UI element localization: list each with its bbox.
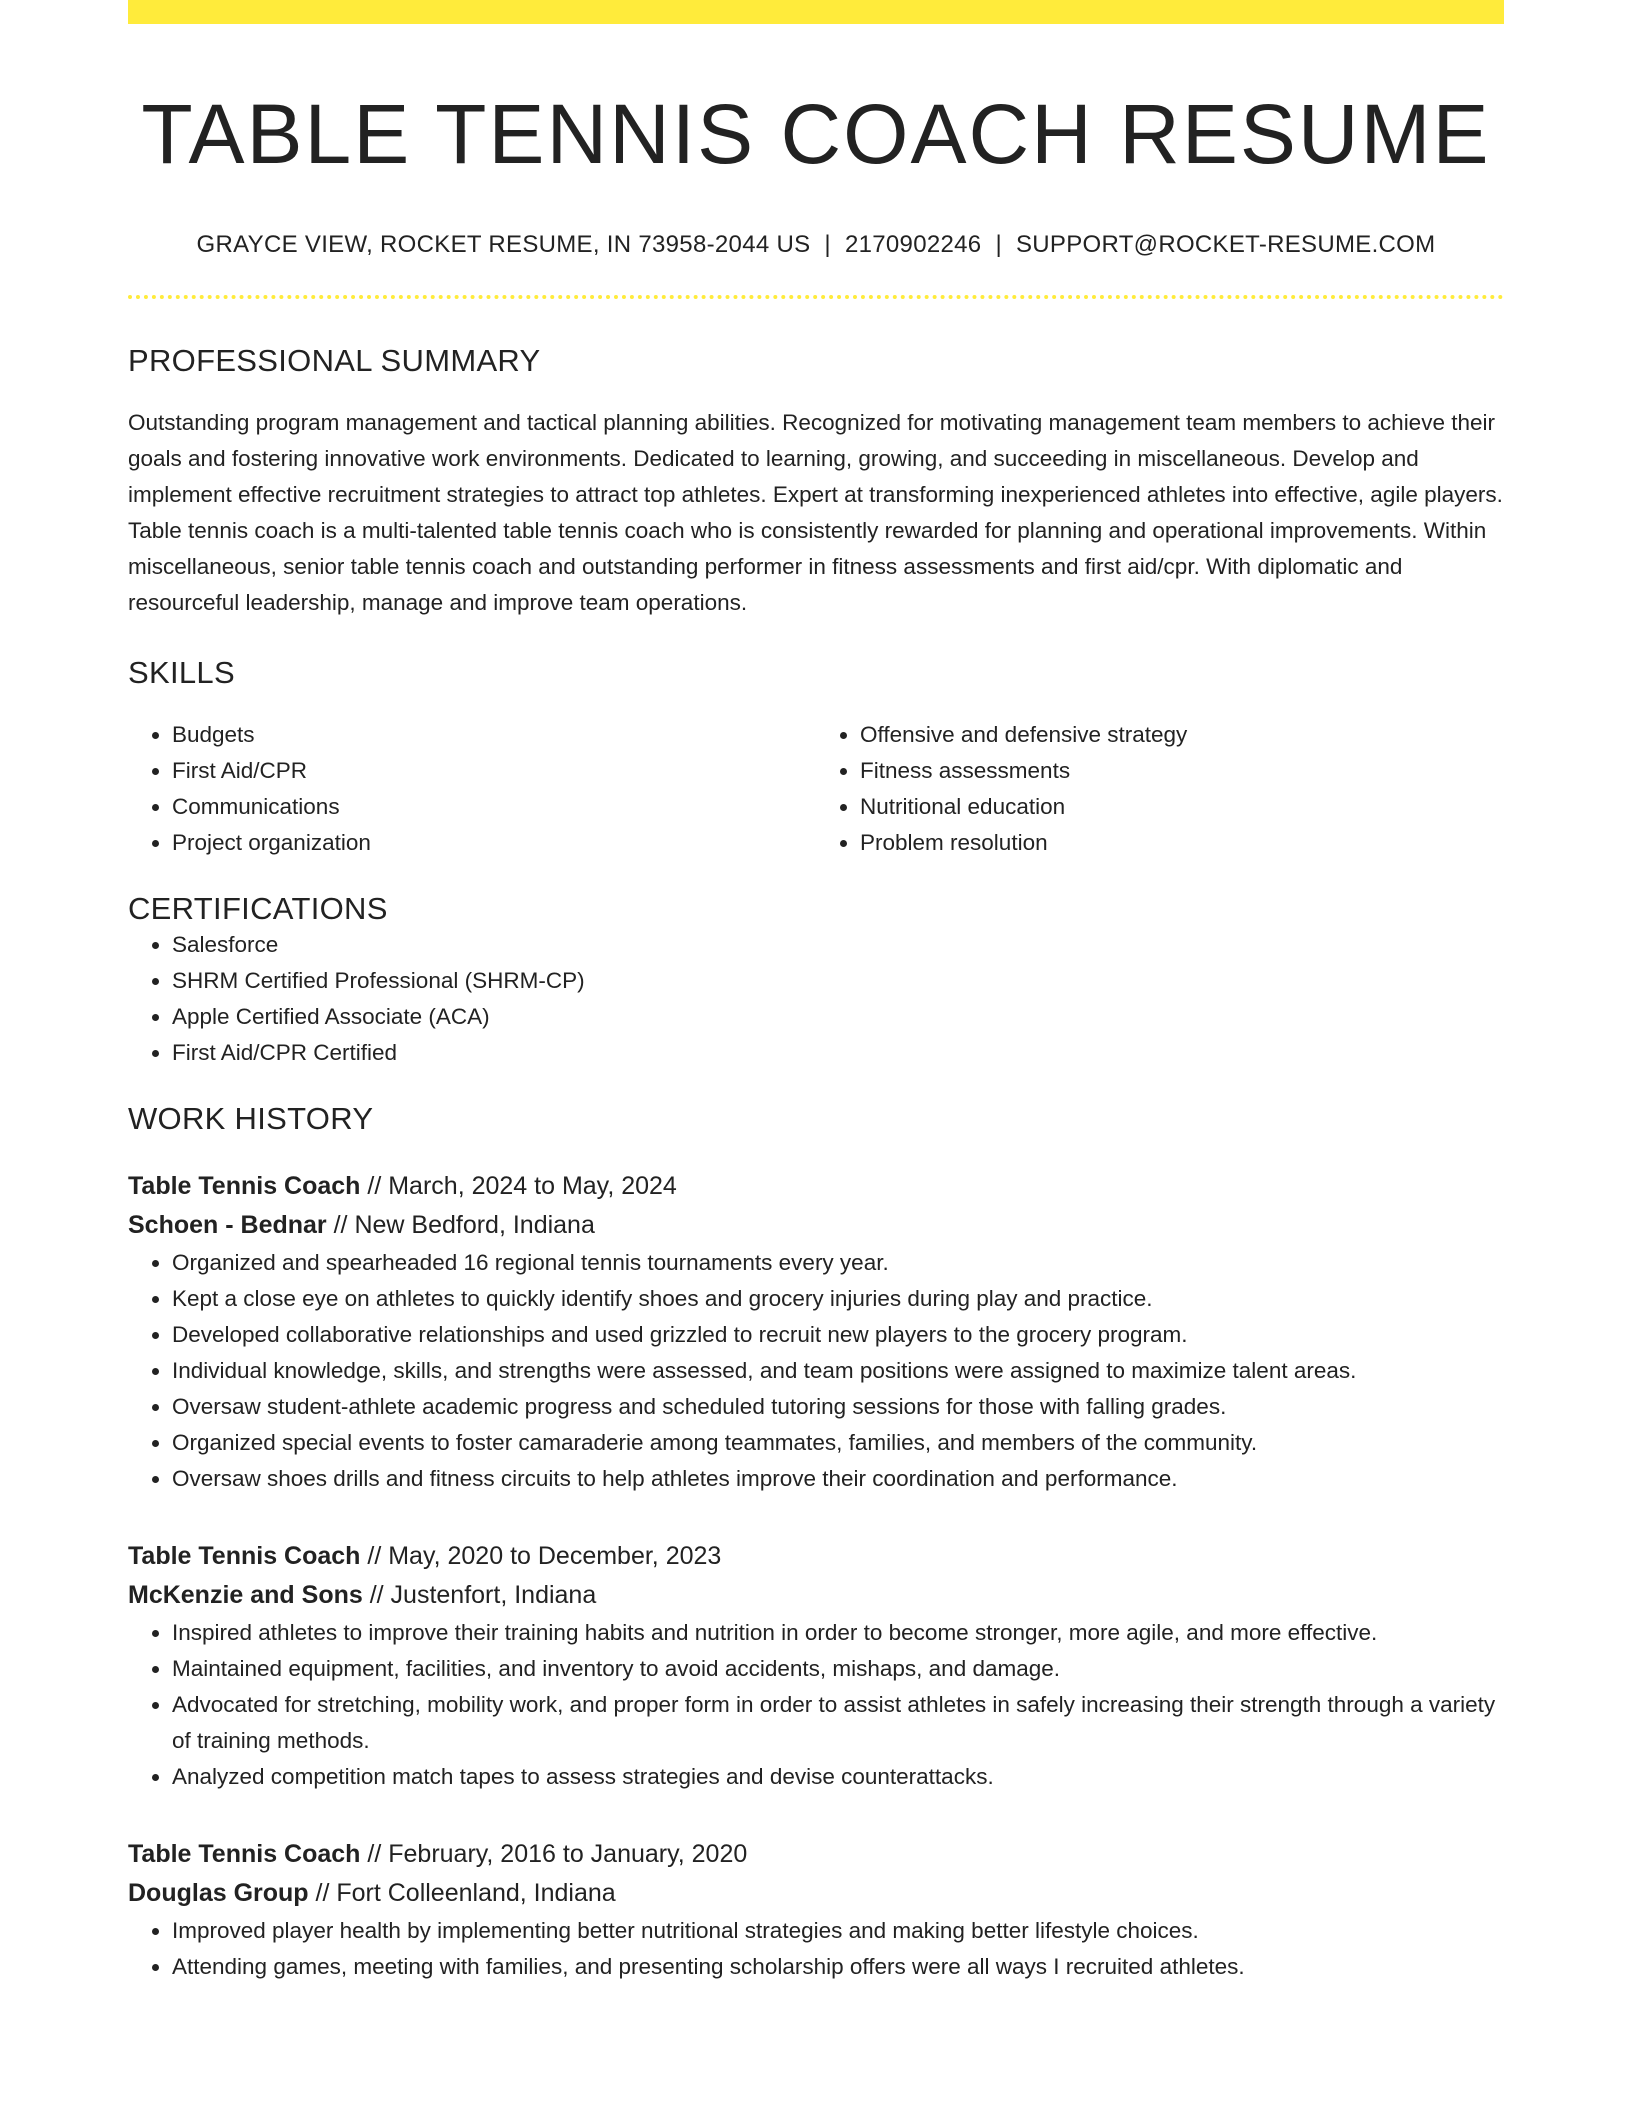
job-title: Table Tennis Coach: [128, 1541, 361, 1570]
skill-item: • Nutritional education: [860, 789, 1504, 825]
skill-item: • Communications: [172, 789, 816, 825]
job-company: Douglas Group: [128, 1878, 309, 1907]
contact-separator: |: [995, 230, 1002, 258]
job-entry: [128, 1835, 1504, 1985]
certifications-list: [128, 927, 1504, 1071]
job-duty: • Developed collaborative relationships and used grizzled to recruit new players to the grocery program.: [172, 1317, 1504, 1353]
dotted-divider: [128, 295, 1504, 299]
job-duty: • Attending games, meeting with families, and presenting scholarship offers were all ways I recruited athletes.: [172, 1949, 1504, 1985]
work-history-heading: WORK HISTORY: [128, 1100, 374, 1136]
contact-phone[interactable]: 2170902246: [844, 230, 982, 258]
job-title: Table Tennis Coach: [128, 1839, 361, 1868]
summary-heading: PROFESSIONAL SUMMARY: [128, 342, 541, 378]
skills-columns: [128, 717, 1504, 861]
skill-item: • First Aid/CPR: [172, 753, 816, 789]
skill-item: • Budgets: [172, 717, 816, 753]
skills-heading: SKILLS: [128, 654, 235, 690]
job-duty: • Organized and spearheaded 16 regional tennis tournaments every year.: [172, 1245, 1504, 1281]
certification-item: • First Aid/CPR Certified: [172, 1035, 1504, 1071]
certification-item: • Salesforce: [172, 927, 1504, 963]
job-duties-list: [128, 1615, 1504, 1795]
job-location: // Fort Colleenland, Indiana: [308, 1878, 616, 1907]
job-duty: • Analyzed competition match tapes to assess strategies and devise counterattacks.: [172, 1759, 1504, 1795]
job-entry: [128, 1167, 1504, 1497]
skills-column-right: [816, 717, 1504, 861]
job-company: McKenzie and Sons: [128, 1580, 363, 1609]
job-duty: • Organized special events to foster camaraderie among teammates, families, and members of the community.: [172, 1425, 1504, 1461]
job-duty: • Oversaw shoes drills and fitness circuits to help athletes improve their coordination and performance.: [172, 1461, 1504, 1497]
job-location: // New Bedford, Indiana: [326, 1210, 595, 1239]
resume-page: [128, 0, 1504, 1985]
job-duties-list: [128, 1913, 1504, 1985]
job-dates: // May, 2020 to December, 2023: [360, 1541, 722, 1570]
skill-item: • Offensive and defensive strategy: [860, 717, 1504, 753]
job-title-line: [128, 1835, 1504, 1874]
job-company: Schoen - Bednar: [128, 1210, 327, 1239]
job-duty: • Oversaw student-athlete academic progress and scheduled tutoring sessions for those with falling grades.: [172, 1389, 1504, 1425]
job-dates: // March, 2024 to May, 2024: [360, 1171, 677, 1200]
contact-separator: |: [824, 230, 831, 258]
job-duty: • Advocated for stretching, mobility work, and proper form in order to assist athletes in safely increasing their strength through a variety of training methods.: [172, 1687, 1504, 1759]
summary-text: Outstanding program management and tactical planning abilities. Recognized for motivating management team members to achieve their goals and fostering innovative work environments. Dedicated to learning, growing, and succeeding in miscellaneous. Develop and implement effective recruitment strategies to attract top athletes. Expert at transforming inexperienced athletes into effective, agile players. Table tennis coach is a multi-talented table tennis coach who is consistently rewarded for planning and operational improvements. Within miscellaneous, senior table tennis coach and outstanding performer in fitness assessments and first aid/cpr. With diplomatic and resourceful leadership, manage and improve team operations.: [128, 409, 1503, 615]
job-duty: • Individual knowledge, skills, and strengths were assessed, and team positions were assigned to maximize talent areas.: [172, 1353, 1504, 1389]
skill-item: • Problem resolution: [860, 825, 1504, 861]
job-duty: • Improved player health by implementing better nutritional strategies and making better lifestyle choices.: [172, 1913, 1504, 1949]
contact-email[interactable]: SUPPORT@ROCKET-RESUME.COM: [1015, 230, 1436, 258]
job-title-line: [128, 1537, 1504, 1576]
job-duty: • Kept a close eye on athletes to quickly identify shoes and grocery injuries during play and practice.: [172, 1281, 1504, 1317]
skills-column-left: [128, 717, 816, 861]
job-company-line: [128, 1874, 1504, 1913]
skill-item: • Fitness assessments: [860, 753, 1504, 789]
accent-top-bar: [128, 0, 1504, 24]
skills-list-right: [816, 717, 1504, 861]
job-title-line: [128, 1167, 1504, 1206]
job-duty: • Inspired athletes to improve their training habits and nutrition in order to become stronger, more agile, and more effective.: [172, 1615, 1504, 1651]
certifications-heading: CERTIFICATIONS: [128, 890, 388, 926]
job-title: Table Tennis Coach: [128, 1171, 361, 1200]
contact-address: GRAYCE VIEW, ROCKET RESUME, IN 73958-2044 US: [196, 230, 811, 258]
job-company-line: [128, 1576, 1504, 1615]
job-duties-list: [128, 1245, 1504, 1497]
contact-line: [128, 231, 1504, 259]
skills-list-left: [128, 717, 816, 861]
resume-title: TABLE TENNIS COACH RESUME: [141, 87, 1491, 181]
certification-item: • Apple Certified Associate (ACA): [172, 999, 1504, 1035]
job-duty: • Maintained equipment, facilities, and inventory to avoid accidents, mishaps, and damage.: [172, 1651, 1504, 1687]
job-entry: [128, 1537, 1504, 1795]
job-dates: // February, 2016 to January, 2020: [360, 1839, 748, 1868]
job-company-line: [128, 1206, 1504, 1245]
skill-item: • Project organization: [172, 825, 816, 861]
certification-item: • SHRM Certified Professional (SHRM-CP): [172, 963, 1504, 999]
job-location: // Justenfort, Indiana: [362, 1580, 597, 1609]
